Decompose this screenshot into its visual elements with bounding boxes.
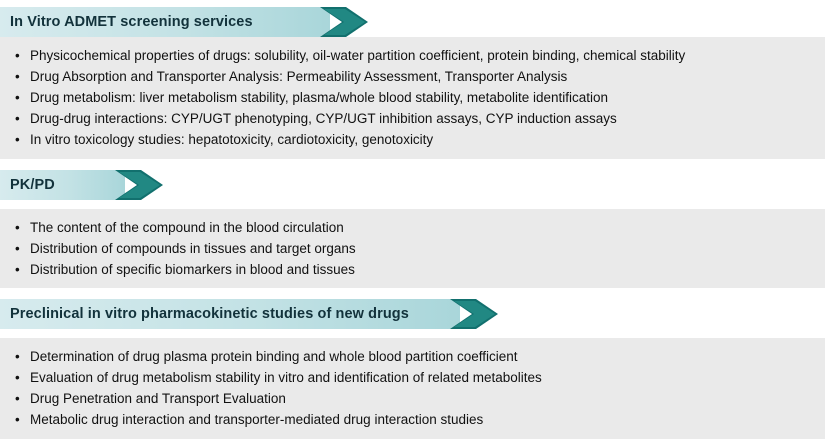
list-item (12, 389, 813, 409)
list-item-text: Drug-drug interactions: CYP/UGT phenotyping, CYP/UGT inhibition assays, CYP induction assays (30, 111, 617, 126)
list-item (12, 347, 813, 367)
list-item-text: The content of the compound in the blood circulation (30, 219, 344, 235)
list-item-text: Evaluation of drug metabolism stability in vitro and identification of related metabolites (30, 370, 542, 385)
list-item (12, 368, 813, 388)
bullet-list-pkpd (12, 218, 813, 280)
bullet-glyph: • (15, 69, 20, 84)
arrow-icon (115, 170, 163, 200)
list-item-text: In vitro toxicology studies: hepatotoxicity, cardiotoxicity, genotoxicity (30, 132, 434, 147)
bullet-glyph: • (15, 48, 20, 63)
section-spacer (0, 159, 825, 170)
section-banner (0, 299, 825, 329)
list-item (12, 46, 813, 66)
banner-body-preclinical (0, 299, 460, 329)
list-item-text: Determination of drug plasma protein binding and whole blood partition coefficient (30, 349, 518, 364)
list-item-text: Drug Absorption and Transporter Analysis: Permeability Assessment, Transporter Analysis (30, 69, 568, 84)
section-banner (0, 170, 825, 200)
bullet-glyph: • (15, 349, 20, 364)
list-item-text: Drug Penetration and Transport Evaluation (30, 391, 286, 406)
section-title-preclinical: Preclinical in vitro pharmacokinetic studies of new drugs (10, 306, 409, 322)
bullet-glyph: • (15, 219, 20, 235)
bullet-list-preclinical (12, 347, 813, 430)
arrow-icon (450, 299, 498, 329)
list-item (12, 410, 813, 430)
list-item-text: Physicochemical properties of drugs: solubility, oil-water partition coefficient, protein binding, chemical stability (30, 48, 686, 63)
section-preclinical (0, 299, 825, 439)
list-item (12, 130, 813, 150)
bullet-glyph: • (15, 240, 20, 256)
list-item (12, 260, 813, 280)
list-item-text: Distribution of specific biomarkers in blood and tissues (30, 261, 355, 277)
section-admet (0, 7, 825, 159)
bullet-glyph: • (15, 370, 20, 385)
bullet-glyph: • (15, 412, 20, 427)
section-banner (0, 7, 825, 37)
list-block-pkpd (0, 209, 825, 289)
list-item-text: Drug metabolism: liver metabolism stability, plasma/whole blood stability, metabolite identification (30, 90, 609, 105)
list-item (12, 109, 813, 129)
list-item (12, 218, 813, 238)
bullet-glyph: • (15, 90, 20, 105)
top-spacer (0, 0, 825, 7)
section-pkpd (0, 170, 825, 289)
banner-body-pkpd (0, 170, 125, 200)
list-item (12, 88, 813, 108)
banner-list-spacer (0, 329, 825, 338)
list-item-text: Metabolic drug interaction and transporter-mediated drug interaction studies (30, 412, 484, 427)
section-spacer (0, 288, 825, 299)
list-block-preclinical (0, 338, 825, 439)
list-item-text: Distribution of compounds in tissues and target organs (30, 240, 356, 256)
list-item (12, 67, 813, 87)
bullet-glyph: • (15, 391, 20, 406)
section-title-admet: In Vitro ADMET screening services (10, 14, 253, 30)
arrow-icon (320, 7, 368, 37)
bullet-glyph: • (15, 261, 20, 277)
bullet-glyph: • (15, 132, 20, 147)
banner-list-spacer (0, 200, 825, 209)
list-block-admet (0, 37, 825, 159)
bullet-list-admet (12, 46, 813, 150)
banner-body-admet (0, 7, 330, 37)
bullet-glyph: • (15, 111, 20, 126)
list-item (12, 239, 813, 259)
section-title-pkpd: PK/PD (10, 176, 55, 193)
